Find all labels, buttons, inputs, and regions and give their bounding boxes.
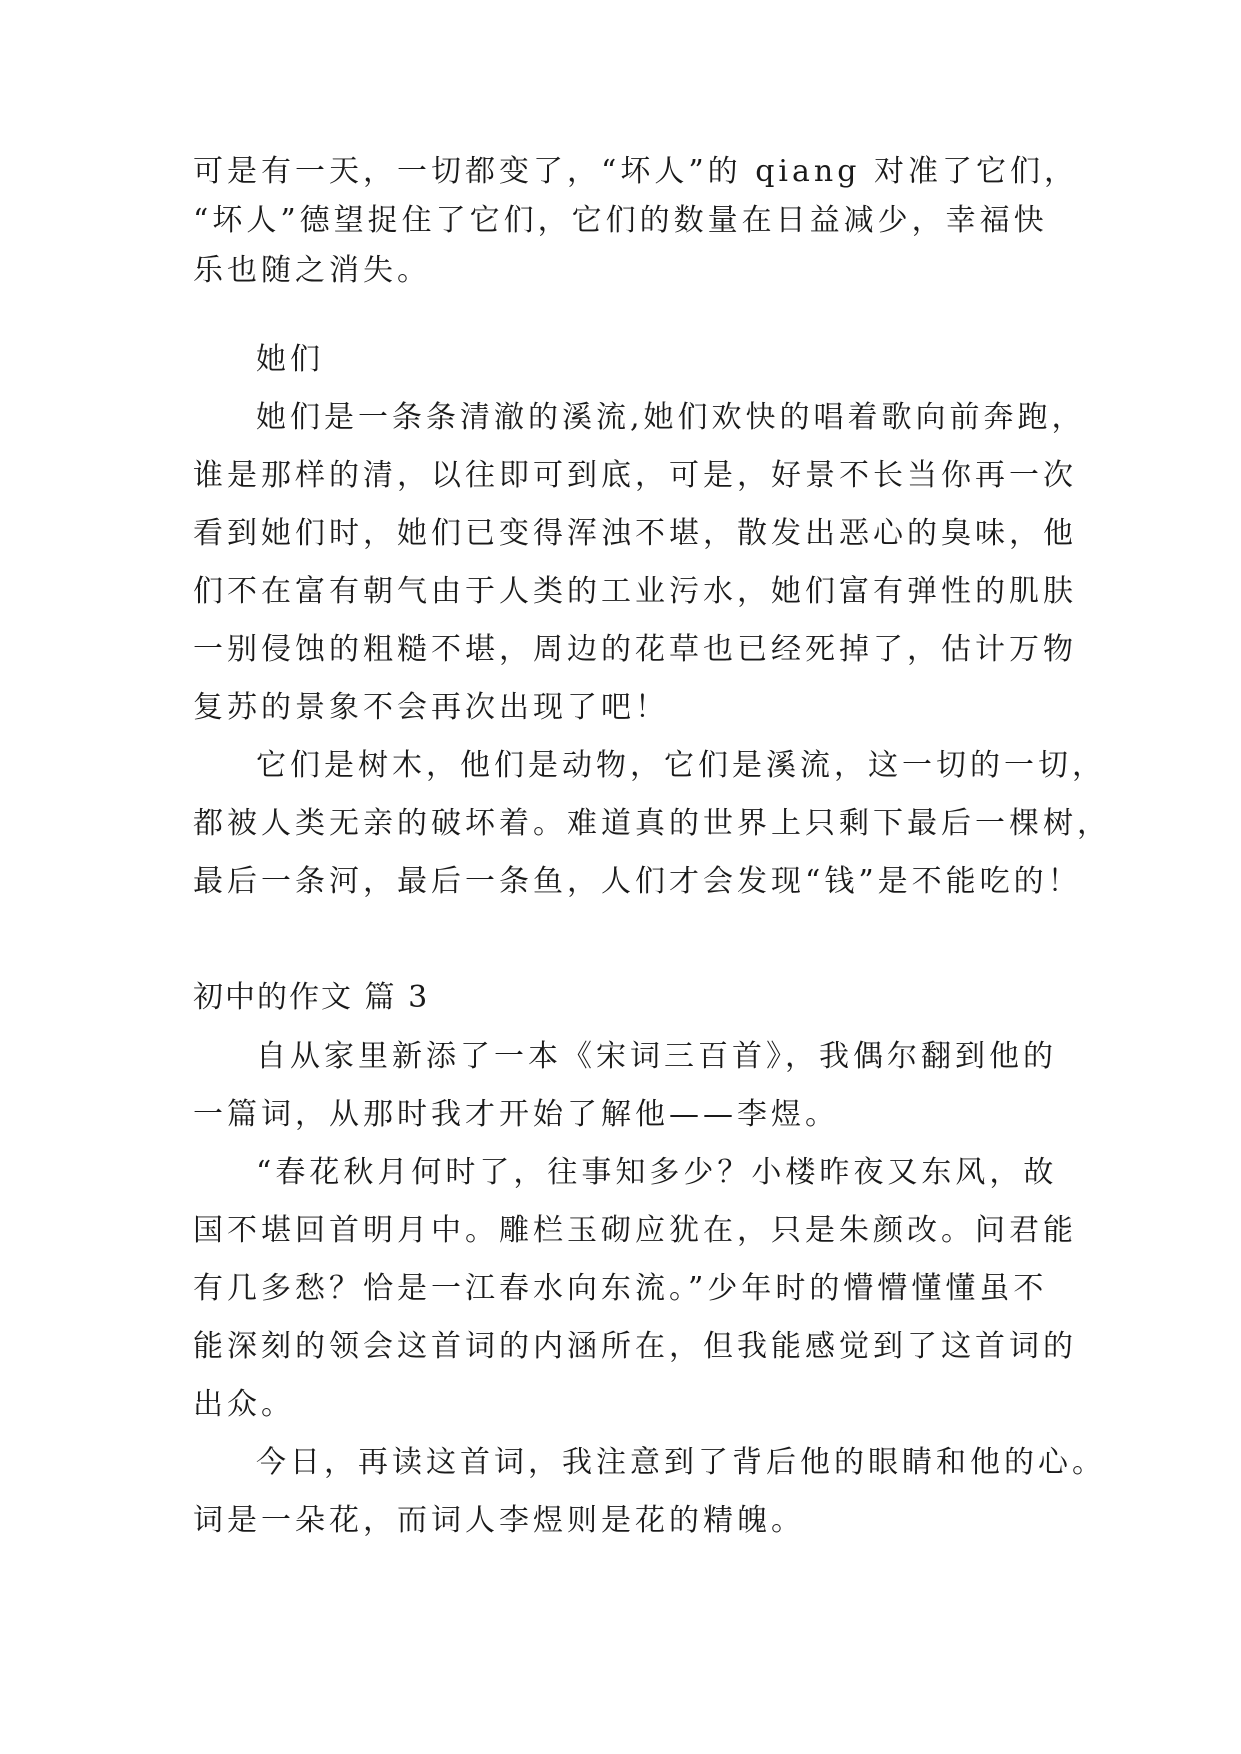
paragraph-line: 它们是树木，他们是动物，它们是溪流，这一切的一切， [256,748,1106,783]
paragraph-line: 她们是一条条清澈的溪流,她们欢快的唱着歌向前奔跑， [256,400,1086,435]
paragraph-line: 们不在富有朝气由于人类的工业污水，她们富有弹性的肌肤 [193,574,1077,609]
paragraph-line: 今日，再读这首词，我注意到了背后他的眼睛和他的心。 [256,1445,1106,1480]
paragraph-line: 可是有一天，一切都变了，“坏人”的 qiang 对准了它们， [193,154,1078,189]
paragraph-line: 能深刻的领会这首词的内涵所在，但我能感觉到了这首词的 [193,1329,1077,1364]
paragraph-line: 一篇词，从那时我才开始了解他——李煜。 [193,1097,839,1132]
paragraph-line: 自从家里新添了一本《宋词三百首》，我偶尔翻到他的 [256,1039,1057,1074]
paragraph-line: 最后一条河，最后一条鱼，人们才会发现“钱”是不能吃的！ [193,864,1082,899]
paragraph-line: 乐也随之消失。 [193,253,431,288]
paragraph-line: 谁是那样的清，以往即可到底，可是，好景不长当你再一次 [193,458,1077,493]
paragraph-line: “坏人”德望捉住了它们，它们的数量在日益减少，幸福快 [193,203,1048,238]
paragraph-line: 看到她们时，她们已变得浑浊不堪，散发出恶心的臭味，他 [193,516,1077,551]
paragraph-line: 出众。 [193,1387,295,1422]
section-heading: 初中的作文 篇 3 [193,980,430,1015]
subsection-title: 她们 [256,342,324,377]
paragraph-line: 词是一朵花，而词人李煜则是花的精魄。 [193,1503,805,1538]
paragraph-line: 都被人类无亲的破坏着。难道真的世界上只剩下最后一棵树， [193,806,1111,841]
paragraph-line: “春花秋月何时了，往事知多少？小楼昨夜又东风，故 [256,1155,1058,1190]
paragraph-line: 一别侵蚀的粗糙不堪，周边的花草也已经死掉了，估计万物 [193,632,1077,667]
paragraph-line: 复苏的景象不会再次出现了吧！ [193,690,669,725]
paragraph-line: 国不堪回首明月中。雕栏玉砌应犹在，只是朱颜改。问君能 [193,1213,1077,1248]
paragraph-line: 有几多愁？恰是一江春水向东流。”少年时的懵懵懂懂虽不 [193,1271,1048,1306]
